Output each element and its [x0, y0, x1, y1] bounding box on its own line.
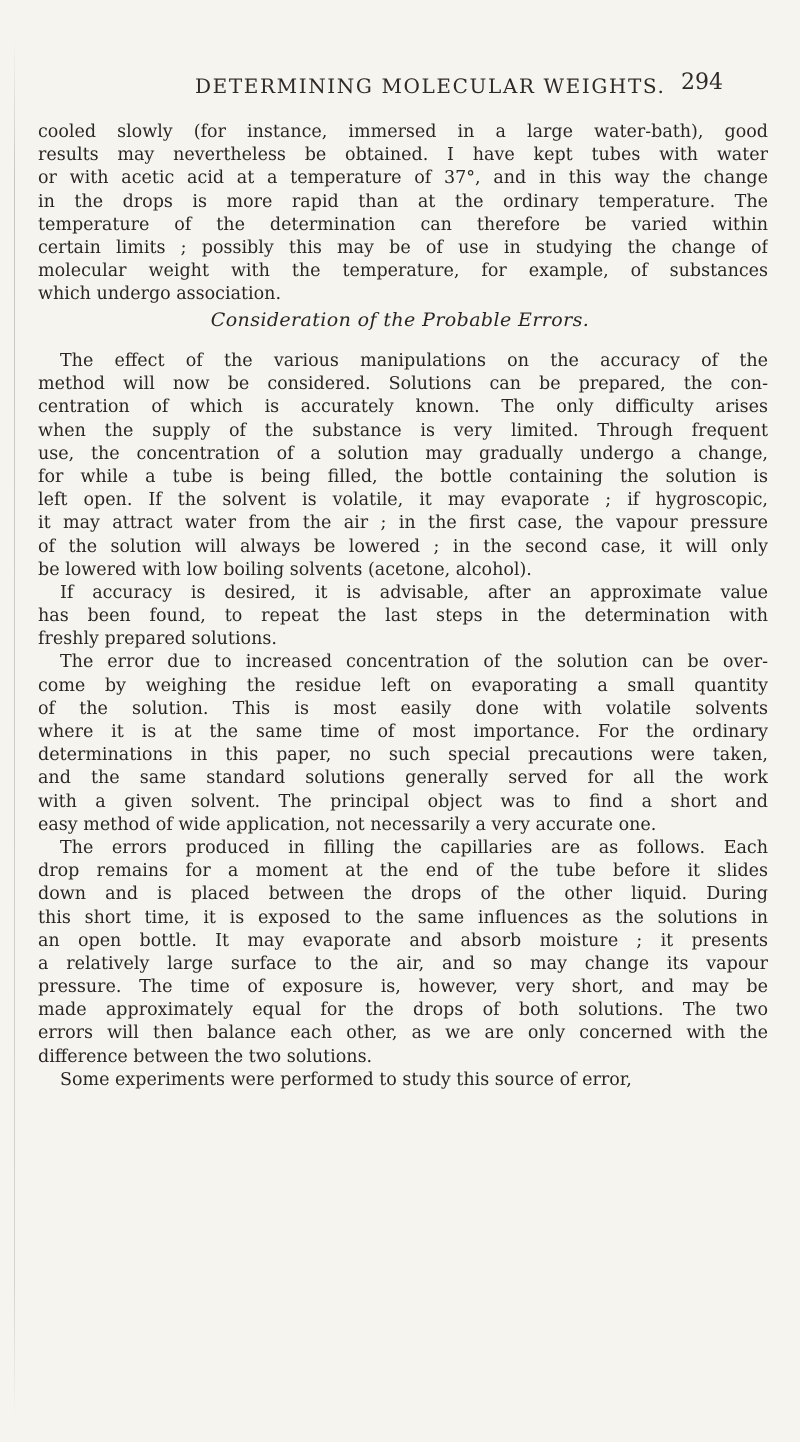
text-line: temperature of the determination can therefore be varied within [38, 214, 768, 235]
text-line: it may attract water from the air ; in the first case, the vapour pressure [38, 513, 768, 534]
page-header [195, 66, 723, 106]
text-line: centration of which is accurately known. The only difficulty arises [38, 397, 768, 418]
text-line: difference between the two solutions. [38, 1046, 373, 1067]
text-line: If accuracy is desired, it is advisable, after an approximate value [60, 582, 768, 603]
text-line: use, the concentration of a solution may gradually undergo a change, [38, 443, 768, 464]
text-line: be lowered with low boiling solvents (acetone, alcohol). [38, 559, 532, 580]
text-line: The errors produced in filling the capillaries are as follows. Each [60, 837, 768, 858]
text-line: come by weighing the residue left on evaporating a small quantity [38, 675, 768, 696]
text-line: down and is placed between the drops of the other liquid. During [38, 884, 768, 905]
text-line: cooled slowly (for instance, immersed in a large water-bath), good [38, 122, 768, 142]
intro-paragraph [38, 121, 768, 307]
text-line: a relatively large surface to the air, and so may change its vapour [38, 953, 768, 974]
text-line: freshly prepared solutions. [38, 629, 277, 650]
text-line: this short time, it is exposed to the same influences as the solutions in [38, 907, 768, 928]
text-line: made approximately equal for the drops of both solutions. The two [38, 1000, 768, 1021]
text-line: and the same standard solutions generally served for all the work [38, 768, 768, 789]
running-title: DETERMINING MOLECULAR WEIGHTS. [195, 74, 666, 98]
text-line: where it is at the same time of most importance. For the ordinary [38, 722, 768, 742]
text-line: when the supply of the substance is very limited. Through frequent [38, 420, 768, 441]
text-line: Some experiments were performed to study this source of error, [60, 1069, 632, 1090]
text-line: of the solution will always be lowered ; in the second case, it will only [38, 536, 768, 557]
text-line: with a given solvent. The principal object was to find a short and [38, 791, 768, 812]
text-line: The effect of the various manipulations on the accuracy of the [60, 351, 768, 371]
section-heading: Consideration of the Probable Errors. [210, 309, 590, 331]
page-number: 294 [681, 70, 723, 95]
text-line: has been found, to repeat the last steps in the determination with [38, 606, 768, 627]
page-gutter-edge [14, 40, 15, 1420]
text-line: errors will then balance each other, as we are only concerned with the [38, 1023, 768, 1044]
body-text [38, 350, 768, 1092]
text-line: or with acetic acid at a temperature of 37°, and in this way the change [38, 168, 768, 189]
text-line: molecular weight with the temperature, for example, of substances [38, 261, 768, 282]
text-line: pressure. The time of exposure is, however, very short, and may be [38, 977, 768, 998]
text-line: The error due to increased concentration of the solution can be over- [60, 652, 768, 673]
text-line: easy method of wide application, not necessarily a very accurate one. [38, 814, 657, 835]
text-line: drop remains for a moment at the end of the tube before it slides [38, 861, 768, 882]
text-line: which undergo association. [38, 284, 282, 305]
text-line: results may nevertheless be obtained. I have kept tubes with water [38, 145, 768, 166]
text-line: in the drops is more rapid than at the ordinary temperature. The [38, 191, 768, 212]
text-line: of the solution. This is most easily done with volatile solvents [38, 698, 768, 719]
text-line: an open bottle. It may evaporate and absorb moisture ; it presents [38, 930, 768, 951]
text-line: for while a tube is being filled, the bottle containing the solution is [38, 466, 768, 487]
text-line: left open. If the solvent is volatile, it may evaporate ; if hygroscopic, [38, 490, 768, 511]
text-line: determinations in this paper, no such special precautions were taken, [38, 745, 768, 766]
text-line: certain limits ; possibly this may be of use in studying the change of [38, 237, 768, 258]
text-line: method will now be considered. Solutions can be prepared, the con- [38, 374, 768, 395]
